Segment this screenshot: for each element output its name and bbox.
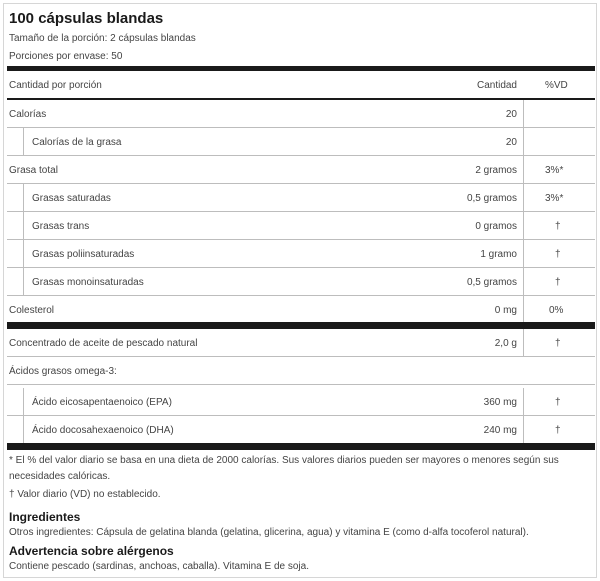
table-row: [7, 212, 595, 240]
row-amount: 0 mg: [494, 305, 517, 316]
row-dv: †: [555, 425, 561, 436]
table-row: [7, 240, 595, 268]
row-name: Ácido docosahexaenoico (DHA): [32, 425, 174, 436]
row-dv: †: [555, 221, 561, 232]
allergen-text: Contiene pescado (sardinas, anchoas, caballa). Vitamina E de soja.: [9, 561, 309, 572]
table-row: [7, 184, 595, 212]
table-row: [7, 128, 595, 156]
row-amount: 0,5 gramos: [466, 193, 517, 204]
row-dv: 3%*: [545, 193, 564, 204]
header-amount-per-serving: Cantidad por porción: [9, 80, 102, 91]
indent-divider: [23, 240, 24, 267]
column-divider: [523, 156, 524, 183]
column-divider: [523, 388, 524, 415]
row-name: Calorías de la grasa: [32, 137, 122, 148]
column-divider: [523, 268, 524, 295]
row-dv: 0%: [549, 305, 564, 316]
table-row: [7, 388, 595, 416]
table-row: [7, 357, 595, 385]
column-divider: [523, 296, 524, 323]
indent-divider: [23, 128, 24, 155]
indent-divider: [23, 388, 24, 415]
header-dv: %VD: [545, 80, 568, 91]
table-row: [7, 100, 595, 128]
daily-value-footnote: * El % del valor diario se basa en una dieta de 2000 calorías. Sus valores diarios pueden ser mayores o menores según sus necesidades calóricas.: [9, 455, 559, 482]
row-name: Grasas saturadas: [32, 193, 111, 204]
serving-size: Tamaño de la porción: 2 cápsulas blandas: [9, 33, 196, 44]
column-divider: [523, 184, 524, 211]
row-name: Colesterol: [9, 305, 55, 316]
row-amount: 2,0 g: [494, 338, 517, 349]
header-amount: Cantidad: [476, 80, 517, 91]
table-row: [7, 329, 595, 357]
table-row: [7, 268, 595, 296]
table-row: [7, 156, 595, 184]
supplement-facts-panel: [3, 3, 597, 578]
table-header-row: [7, 71, 595, 99]
row-amount: 0,5 gramos: [466, 277, 517, 288]
row-dv: 3%*: [545, 165, 564, 176]
row-amount: 240 mg: [483, 425, 517, 436]
column-divider: [523, 329, 524, 356]
indent-divider: [23, 268, 24, 295]
servings-per-container: Porciones por envase: 50: [9, 51, 123, 62]
row-amount: 20: [505, 137, 517, 148]
row-dv: †: [555, 249, 561, 260]
row-dv: †: [555, 338, 561, 349]
row-name: Grasas monoinsaturadas: [32, 277, 144, 288]
column-divider: [523, 100, 524, 127]
column-divider: [523, 240, 524, 267]
row-amount: 1 gramo: [480, 249, 517, 260]
indent-divider: [23, 212, 24, 239]
row-dv: †: [555, 277, 561, 288]
row-name: Calorías: [9, 109, 47, 120]
indent-divider: [23, 416, 24, 444]
table-row: [7, 296, 595, 324]
row-amount: 2 gramos: [475, 165, 517, 176]
row-name: Ácido eicosapentaenoico (EPA): [32, 397, 172, 408]
ingredients-text: Otros ingredientes: Cápsula de gelatina blanda (gelatina, glicerina, agua) y vitamina E (como d-alfa tocoferol natural).: [9, 527, 529, 538]
product-title: 100 cápsulas blandas: [9, 10, 164, 27]
thick-divider-bottom: [7, 443, 595, 450]
indent-divider: [23, 184, 24, 211]
row-name: Grasas poliinsaturadas: [32, 249, 135, 260]
dagger-footnote: † Valor diario (VD) no establecido.: [9, 489, 161, 500]
row-dv: †: [555, 397, 561, 408]
row-name: Grasas trans: [32, 221, 90, 232]
row-amount: 0 gramos: [475, 221, 517, 232]
row-name: Grasa total: [9, 165, 58, 176]
allergen-heading: Advertencia sobre alérgenos: [9, 544, 174, 558]
ingredients-heading: Ingredientes: [9, 510, 81, 524]
row-name: Ácidos grasos omega-3:: [9, 366, 117, 377]
row-amount: 20: [505, 109, 517, 120]
row-name: Concentrado de aceite de pescado natural: [9, 338, 198, 349]
table-row: [7, 416, 595, 444]
column-divider: [523, 128, 524, 155]
column-divider: [523, 212, 524, 239]
column-divider: [523, 416, 524, 444]
row-amount: 360 mg: [483, 397, 517, 408]
thick-divider-middle: [7, 322, 595, 329]
